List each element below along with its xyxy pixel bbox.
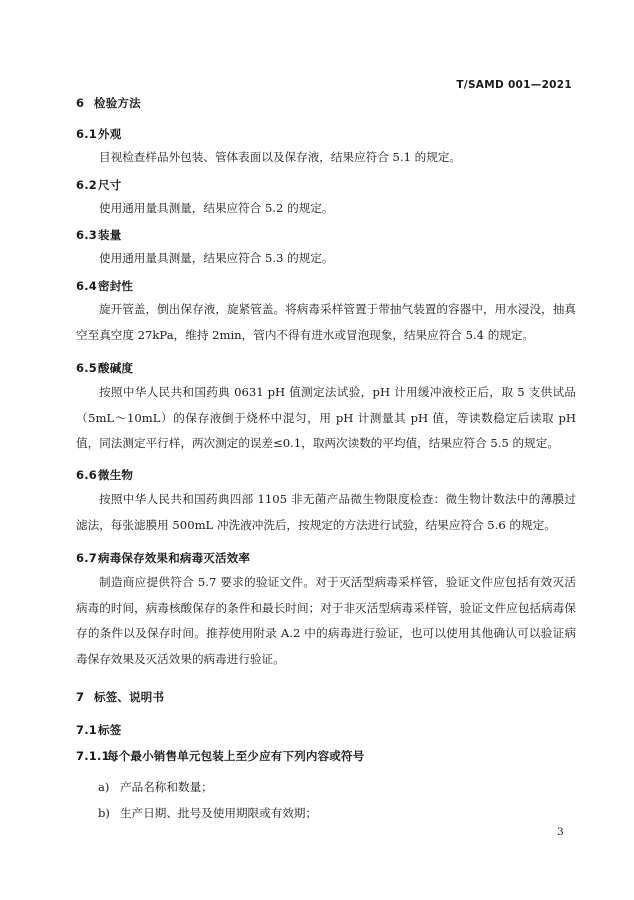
heading-6-4 <box>76 278 133 294</box>
heading-7-1-1 <box>76 748 364 764</box>
heading-6-1 <box>76 126 121 142</box>
document-code-header: T/SAMD 001—2021 <box>456 79 572 91</box>
heading-title: 微生物 <box>98 468 134 482</box>
page-number: 3 <box>557 826 564 838</box>
heading-title: 病毒保存效果和病毒灭活效率 <box>98 551 251 565</box>
heading-number: 6.2 <box>76 178 97 192</box>
heading-number: 7.1 <box>76 723 97 737</box>
heading-title: 尺寸 <box>98 178 122 192</box>
list-marker: b) <box>98 806 110 820</box>
heading-number: 6.6 <box>76 468 97 482</box>
heading-number: 7.1.1 <box>76 749 110 763</box>
paragraph-6-5: 按照中华人民共和国药典 0631 pH 值测定法试验，pH 计用缓冲液校正后，取 5 支供试品（5mL～10mL）的保存液倒于烧杯中混匀，用 pH 计测量其 pH 值，等读数稳定后读取 pH 值，同法测定平行样，两次测定的误差≤0.1，取两次读数的平均值，结果应符合 5.5 的规定。 <box>76 385 576 451</box>
heading-6-6 <box>76 467 133 483</box>
list-item-text: 产品名称和数量； <box>120 780 213 794</box>
heading-title: 每个最小销售单元包装上至少应有下列内容或符号 <box>107 749 365 763</box>
heading-6 <box>76 95 141 111</box>
heading-title: 标签、说明书 <box>94 690 165 704</box>
heading-title: 密封性 <box>98 279 134 293</box>
heading-number: 6 <box>76 96 85 110</box>
list-item-text: 生产日期、批号及使用期限或有效期； <box>120 806 318 820</box>
heading-title: 酸碱度 <box>98 361 134 375</box>
heading-7 <box>76 689 164 705</box>
list-item <box>98 779 213 795</box>
heading-6-5 <box>76 360 133 376</box>
heading-6-2 <box>76 177 121 193</box>
heading-title: 检验方法 <box>94 96 141 110</box>
paragraph-6-2: 使用通用量具测量，结果应符合 5.2 的规定。 <box>99 201 334 215</box>
heading-number: 6.5 <box>76 361 97 375</box>
paragraph-6-1: 目视检查样品外包装、管体表面以及保存液，结果应符合 5.1 的规定。 <box>99 150 462 164</box>
paragraph-6-4: 旋开管盖，倒出保存液，旋紧管盖。将病毒采样管置于带抽气装置的容器中，用水浸没，抽真空至真空度 27kPa，维持 2min，管内不得有进水或冒泡现象，结果应符合 5.4 的规定。 <box>76 302 576 342</box>
heading-number: 6.3 <box>76 228 97 242</box>
paragraph-6-3: 使用通用量具测量，结果应符合 5.3 的规定。 <box>99 251 334 265</box>
list-item <box>98 805 317 821</box>
heading-7-1 <box>76 722 121 738</box>
heading-6-7 <box>76 550 250 566</box>
heading-title: 标签 <box>98 723 122 737</box>
heading-number: 7 <box>76 690 85 704</box>
paragraph-6-6: 按照中华人民共和国药典四部 1105 非无菌产品微生物限度检查：微生物计数法中的薄膜过滤法，每张滤膜用 500mL 冲洗液冲洗后，按规定的方法进行试验，结果应符合 5.6 的规定。 <box>76 492 576 532</box>
heading-title: 外观 <box>98 127 122 141</box>
heading-number: 6.4 <box>76 279 97 293</box>
list-marker: a) <box>98 780 110 794</box>
heading-6-3 <box>76 227 121 243</box>
heading-number: 6.7 <box>76 551 97 565</box>
heading-title: 装量 <box>98 228 122 242</box>
heading-number: 6.1 <box>76 127 97 141</box>
paragraph-6-7: 制造商应提供符合 5.7 要求的验证文件。对于灭活型病毒采样管，验证文件应包括有效灭活病毒的时间，病毒核酸保存的条件和最长时间；对于非灭活型病毒采样管，验证文件应包括病毒保存的条件以及保存时间。推荐使用附录 A.2 中的病毒进行验证，也可以使用其他确认可以验证病毒保存效果及灭活效果的病毒进行验证。 <box>76 575 576 667</box>
